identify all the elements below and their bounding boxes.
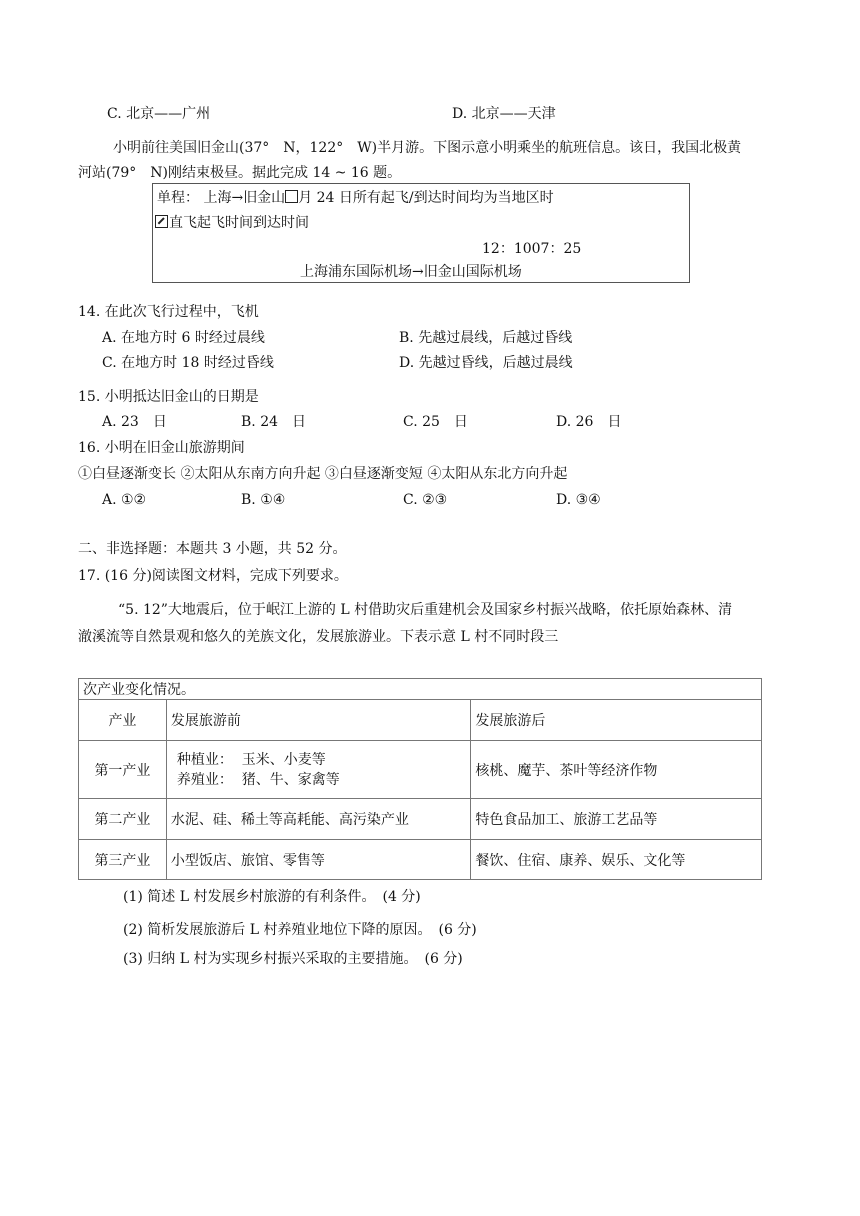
q16-items: ①白昼逐渐变长 ②太阳从东南方向升起 ③白昼逐渐变短 ④太阳从东北方向升起	[78, 466, 568, 482]
q14-option-c: C. 在地方时 18 时经过昏线	[102, 355, 274, 371]
planting-label: 种植业：	[176, 751, 233, 768]
q14-option-a: A. 在地方时 6 时经过晨线	[102, 330, 265, 346]
q15-stem: 15. 小明抵达旧金山的日期是	[78, 389, 259, 405]
table-header-after: 发展旅游后	[471, 700, 762, 741]
planting-line	[171, 750, 467, 770]
q17-sub-2: (2) 简析发展旅游后 L 村养殖业地位下降的原因。 (6 分)	[123, 922, 477, 938]
flight-route-from: 单程： 上海	[157, 190, 232, 206]
flight-info-box	[152, 183, 690, 283]
row-industry-name: 第一产业	[79, 741, 167, 799]
breeding-label: 养殖业：	[176, 771, 233, 788]
table-header-industry: 产业	[79, 700, 167, 741]
row-before	[166, 741, 471, 799]
q17-stem: 17. (16 分)阅读图文材料，完成下列要求。	[78, 568, 348, 584]
flight-line-1	[157, 188, 554, 208]
section-2-heading: 二、非选择题：本题共 3 小题，共 52 分。	[78, 541, 347, 557]
q17-sub-3: (3) 归纳 L 村为实现乡村振兴采取的主要措施。 (6 分)	[123, 951, 463, 967]
q14-stem: 14. 在此次飞行过程中，飞机	[78, 304, 259, 320]
table-row	[79, 840, 762, 880]
q14-option-d: D. 先越过昏线，后越过晨线	[399, 355, 573, 371]
table-header-before: 发展旅游前	[166, 700, 471, 741]
intro-line-1: 小明前往美国旧金山(37° N，122° W)半月游。下图示意小明乘坐的航班信息。该日，我国北极黄	[113, 140, 742, 156]
flight-line-2	[155, 213, 309, 233]
q15-option-d: D. 26 日	[556, 414, 622, 430]
q17-paragraph-line-2: 澈溪流等自然景观和悠久的羌族文化，发展旅游业。下表示意 L 村不同时段三	[78, 629, 559, 645]
row-industry-name: 第三产业	[79, 840, 167, 880]
square-icon	[285, 190, 298, 203]
q16-option-b: B. ①④	[241, 492, 286, 508]
industry-change-table	[78, 678, 762, 880]
flight-time-header: 直飞起飞时间到达时间	[169, 215, 309, 231]
breeding-value: 猪、牛、家禽等	[241, 771, 340, 788]
q15-option-a: A. 23 日	[102, 414, 167, 430]
row-after: 特色食品加工、旅游工艺品等	[471, 799, 762, 840]
q17-paragraph-line-1: “5. 12”大地震后，位于岷江上游的 L 村借助灾后重建机会及国家乡村振兴战略，依托原始森林、清	[118, 602, 733, 618]
table-row	[79, 741, 762, 799]
table-caption: 次产业变化情况。	[79, 679, 762, 700]
breeding-line	[171, 770, 467, 790]
planting-value: 玉米、小麦等	[241, 751, 326, 768]
flight-airports: 上海浦东国际机场→旧金山国际机场	[300, 264, 522, 280]
row-after: 核桃、魔芋、茶叶等经济作物	[471, 741, 762, 799]
q15-option-c: C. 25 日	[403, 414, 468, 430]
arrow-icon: →	[231, 190, 244, 206]
q14-option-b: B. 先越过晨线，后越过昏线	[399, 330, 573, 346]
flight-route-to: 旧金山	[243, 190, 286, 206]
q16-option-c: C. ②③	[403, 492, 448, 508]
row-after: 餐饮、住宿、康养、娱乐、文化等	[471, 840, 762, 880]
q15-option-b: B. 24 日	[241, 414, 307, 430]
flight-times: 12：1007：25	[482, 241, 582, 257]
option-c-prev: C. 北京——广州	[107, 106, 211, 122]
flight-note: 月 24 日所有起飞/到达时间均为当地区时	[298, 190, 554, 206]
q16-option-d: D. ③④	[556, 492, 601, 508]
row-industry-name: 第二产业	[79, 799, 167, 840]
checked-box-icon	[155, 215, 168, 228]
q16-stem: 16. 小明在旧金山旅游期间	[78, 440, 245, 456]
table-row	[79, 799, 762, 840]
q17-sub-1: (1) 简述 L 村发展乡村旅游的有利条件。 (4 分)	[123, 889, 421, 905]
option-d-prev: D. 北京——天津	[452, 106, 556, 122]
q16-option-a: A. ①②	[102, 492, 147, 508]
row-before: 小型饭店、旅馆、零售等	[166, 840, 471, 880]
row-before: 水泥、硅、稀土等高耗能、高污染产业	[166, 799, 471, 840]
intro-line-2: 河站(79° N)刚结束极昼。据此完成 14 ~ 16 题。	[78, 165, 402, 181]
